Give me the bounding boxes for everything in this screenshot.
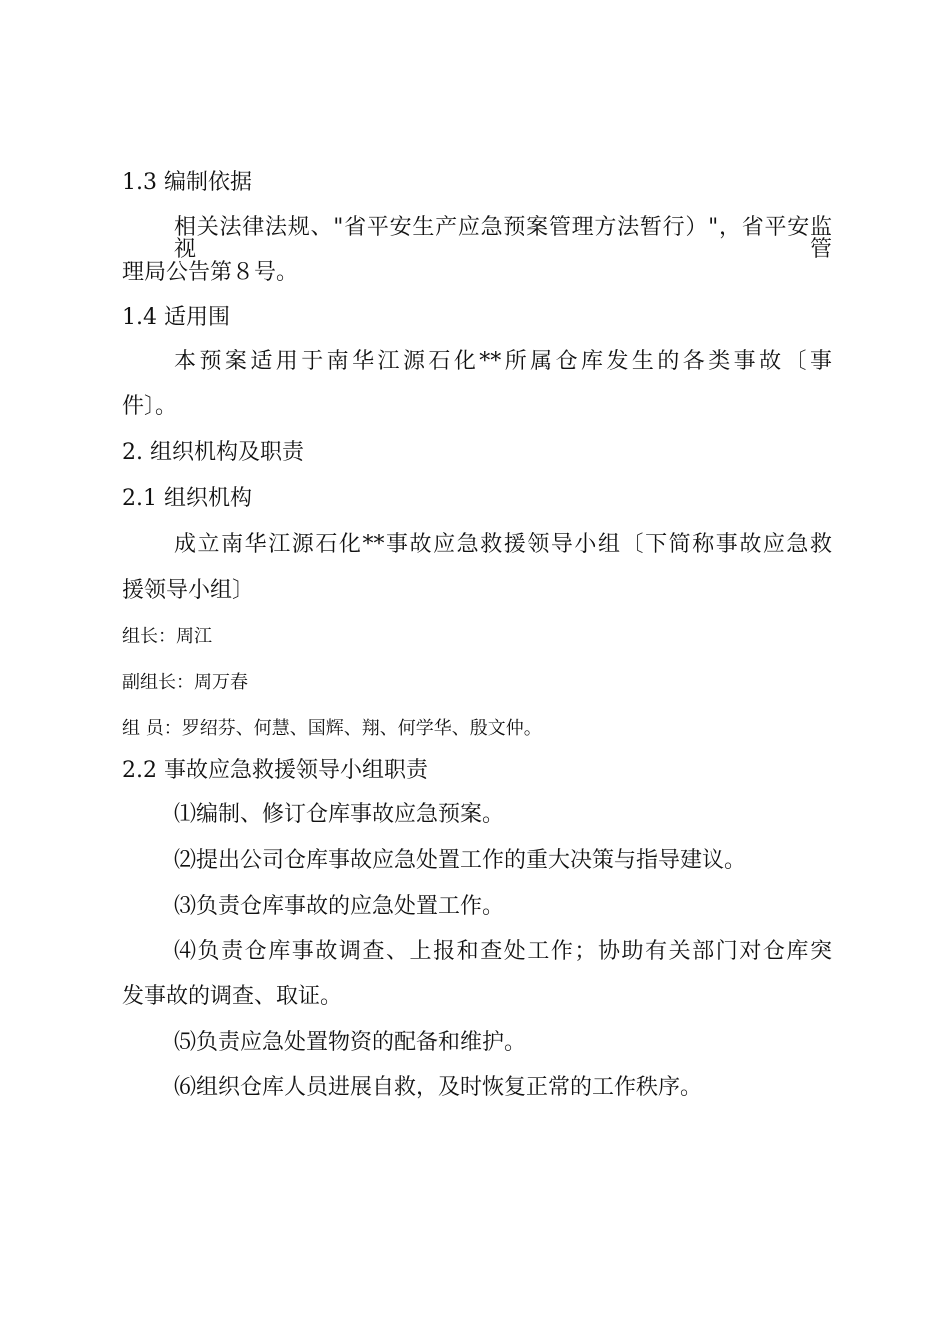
section-1-4-paragraph-line-2: 件〕。: [122, 394, 178, 419]
duty-item-6: ⑹组织仓库人员进展自救，及时恢复正常的工作秩序。: [174, 1075, 703, 1100]
group-leader: 组长：周江: [122, 626, 212, 647]
vice-group-leader: 副组长：周万春: [122, 672, 248, 693]
section-1-4-paragraph-line-1: 本预案适用于南华江源石化**所属仓库发生的各类事故〔事: [174, 349, 832, 374]
group-members: 组 员：罗绍芬、何慧、国辉、翔、何学华、殷文仲。: [122, 718, 542, 739]
section-1-3-paragraph-line-2: 理局公告第８号。: [122, 260, 299, 285]
section-2-1-paragraph-line-1: 成立南华江源石化**事故应急救援领导小组〔下简称事故应急救: [174, 532, 832, 557]
duty-item-5: ⑸负责应急处置物资的配备和维护。: [174, 1030, 527, 1055]
section-2-1-paragraph-line-2: 援领导小组〕: [122, 578, 255, 603]
section-1-4-heading: 1.4 适用围: [122, 305, 230, 330]
duty-item-1: ⑴编制、修订仓库事故应急预案。: [174, 802, 505, 827]
duty-item-3: ⑶负责仓库事故的应急处置工作。: [174, 894, 505, 919]
duty-item-4-line-2: 发事故的调查、取证。: [122, 984, 343, 1009]
section-2-heading: 2. 组织机构及职责: [122, 440, 304, 465]
section-1-3-heading: 1.3 编制依据: [122, 170, 252, 195]
duty-item-2: ⑵提出公司仓库事故应急处置工作的重大决策与指导建议。: [174, 848, 747, 873]
duty-item-4-line-1: ⑷负责仓库事故调查、上报和查处工作；协助有关部门对仓库突: [174, 939, 832, 964]
section-2-1-heading: 2.1 组织机构: [122, 486, 252, 511]
section-2-2-heading: 2.2 事故应急救援领导小组职责: [122, 758, 428, 783]
section-1-3-paragraph-line-1: 相关法律法规、"省平安生产应急预案管理方法暂行）"，省平安监视管: [174, 215, 832, 262]
